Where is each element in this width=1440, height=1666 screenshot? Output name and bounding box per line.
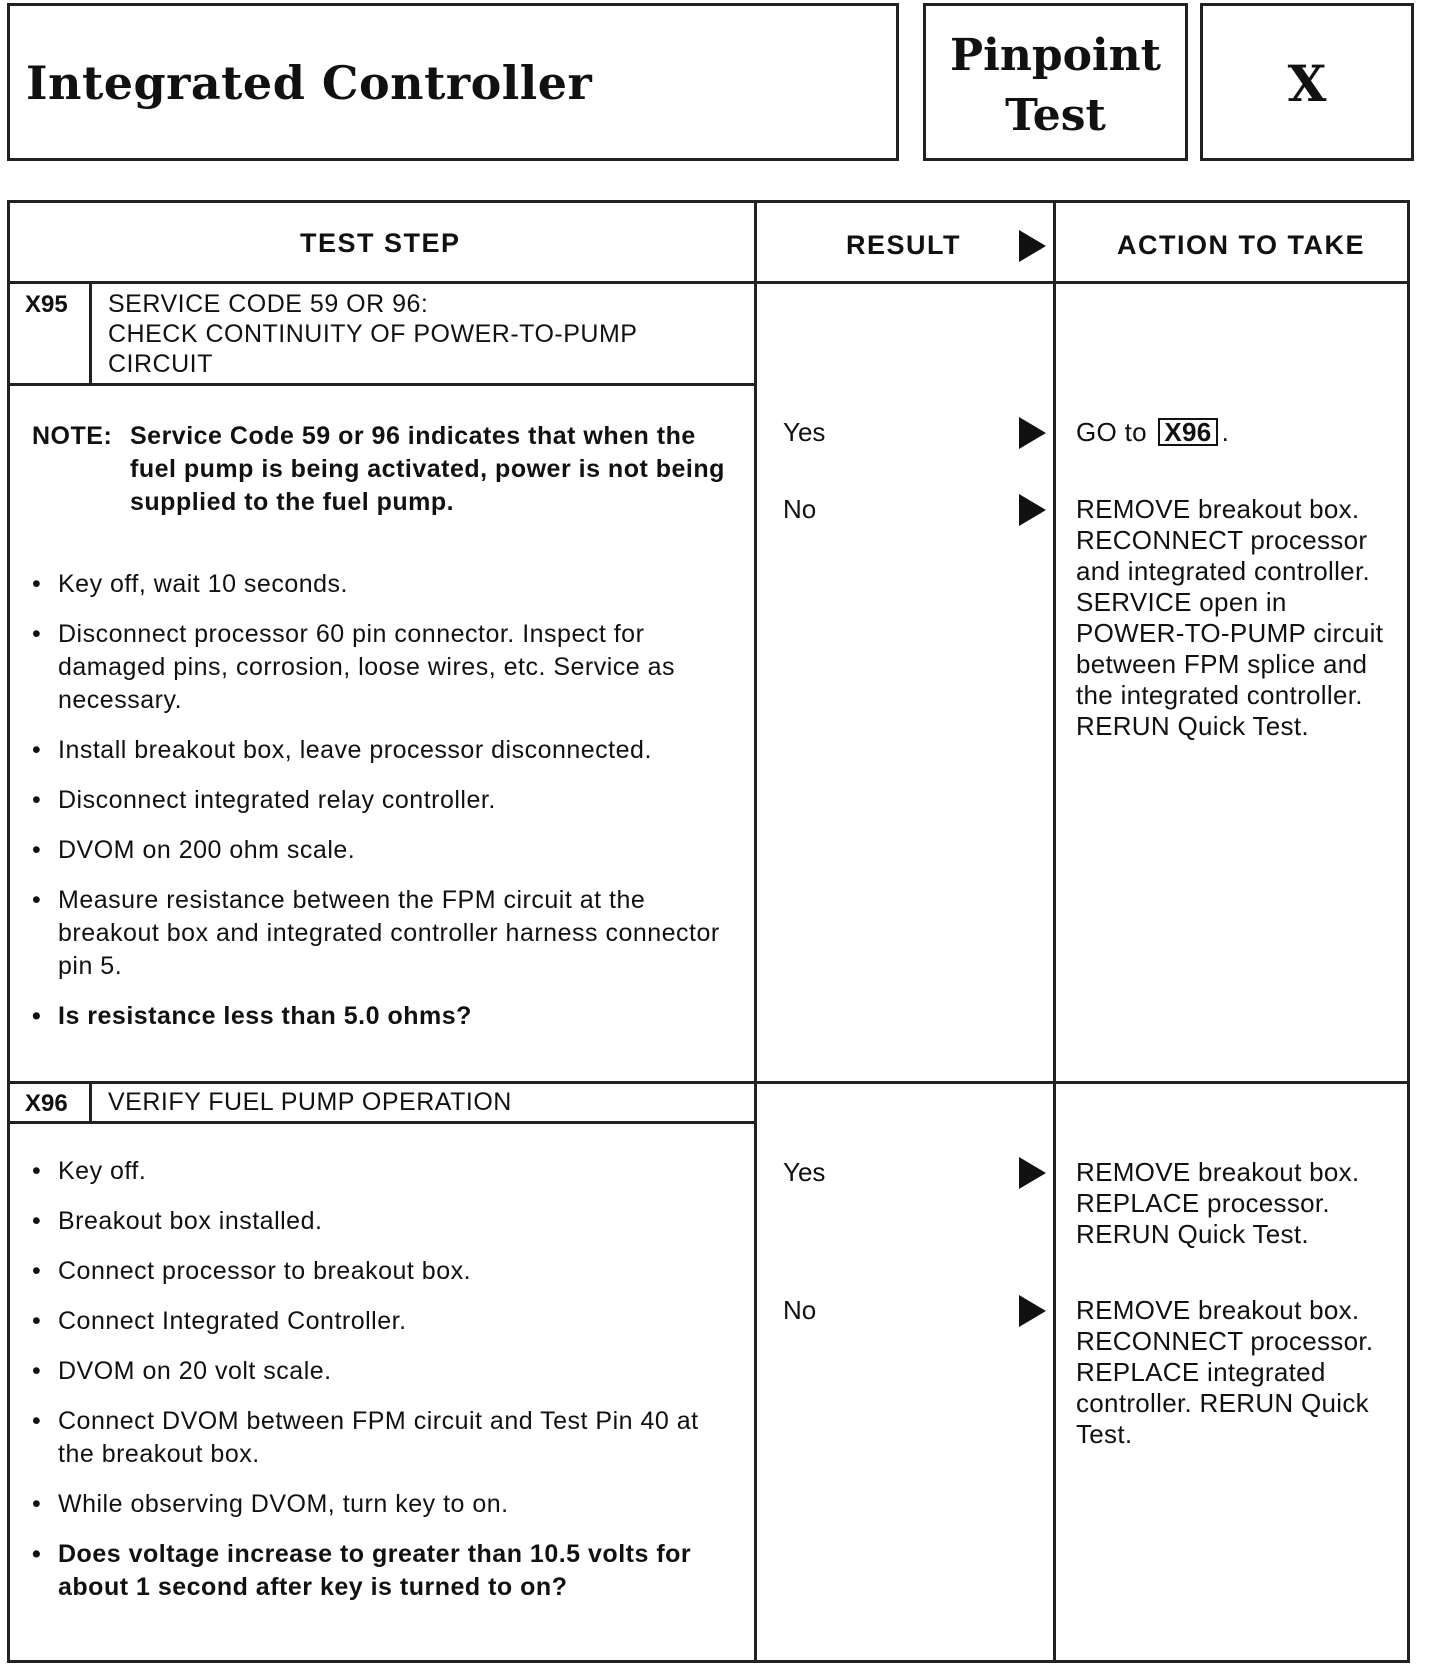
step-title-line: SERVICE CODE 59 OR 96: [108,290,429,318]
question-item [32,1000,732,1033]
question-item [32,1538,732,1604]
step-title-line: VERIFY FUEL PUMP OPERATION [108,1088,512,1116]
list-item-text: DVOM on 200 ohm scale. [58,836,356,864]
pinpoint-test-label [926,26,1185,146]
bullet-icon: • [32,570,42,598]
list-item-text: Disconnect processor 60 pin connector. Inspect for damaged pins, corrosion, loose wires, etc. Service as necessary. [58,620,676,714]
action-text: . [1221,417,1230,447]
result-yes: Yes [783,1157,826,1187]
list-item [32,884,732,983]
list-item-text: Breakout box installed. [58,1207,323,1235]
bullet-icon: • [32,786,42,814]
list-item [32,1205,732,1238]
list-item-text: Connect Integrated Controller. [58,1307,407,1335]
column-header-test-step: TEST STEP [300,228,461,258]
list-item [32,1255,732,1288]
column-divider [1053,200,1056,1663]
bullet-icon: • [32,1407,42,1435]
list-item-text: Install breakout box, leave processor disconnected. [58,736,652,764]
column-header-result: RESULT [846,230,961,260]
list-item [32,1305,732,1338]
list-item [32,784,732,817]
pinpoint-test-box [923,3,1188,161]
arrow-icon [1019,230,1046,262]
note-text: Service Code 59 or 96 indicates that when the fuel pump is being activated, power is not being supplied to the fuel pump. [130,422,725,516]
action-text: REMOVE breakout box. REPLACE processor. RERUN Quick Test. [1076,1157,1360,1249]
step-id: X95 [25,291,68,318]
list-item-text: Connect DVOM between FPM circuit and Test Pin 40 at the breakout box. [58,1407,699,1468]
result-no: No [783,494,817,524]
result-no: No [783,1295,817,1325]
bullet-icon: • [32,1357,42,1385]
step-title-divider [7,1121,754,1124]
arrow-icon [1019,1295,1046,1327]
list-item-text: Disconnect integrated relay controller. [58,786,496,814]
list-item [32,1405,732,1471]
column-divider [754,200,757,1663]
arrow-icon [1019,417,1046,449]
result-yes: Yes [783,417,826,447]
bullet-icon: • [32,1002,42,1030]
arrow-icon [1019,494,1046,526]
step-id-divider [89,281,92,385]
arrow-icon [1019,1157,1046,1189]
step-reference-link[interactable]: X96 [1158,418,1217,446]
list-item [32,568,732,601]
action-text: REMOVE breakout box. RECONNECT processor and integrated controller. SERVICE open in POWER-TO-PUMP circuit between FPM splice and the integrated controller. RERUN Quick Test. [1076,494,1384,741]
step-title [108,1087,512,1117]
list-item-text: DVOM on 20 volt scale. [58,1357,332,1385]
list-item [32,834,732,867]
column-header-action: ACTION TO TAKE [1117,230,1365,260]
section-letter: X [1287,54,1327,113]
question-text: Is resistance less than 5.0 ohms? [58,1002,472,1030]
bullet-icon: • [32,1540,42,1568]
list-item-text: Key off, wait 10 seconds. [58,570,348,598]
list-item-text: Measure resistance between the FPM circuit at the breakout box and integrated controller harness connector pin 5. [58,886,720,980]
step-id: X96 [25,1090,68,1117]
section-letter-box [1200,3,1414,161]
note [32,420,732,519]
note-label: NOTE: [32,422,113,450]
bullet-icon: • [32,620,42,648]
bullet-icon: • [32,1157,42,1185]
step-id-divider [89,1081,92,1123]
bullet-icon: • [32,1207,42,1235]
bullet-icon: • [32,1307,42,1335]
list-item [32,1488,732,1521]
step-divider [7,1081,1410,1084]
action-text: REMOVE breakout box. RECONNECT processor. REPLACE integrated controller. RERUN Quick Test. [1076,1295,1374,1449]
page-title: Integrated Controller [26,56,593,110]
step-title-line: CHECK CONTINUITY OF POWER-TO-PUMP [108,320,638,348]
step-title-divider [7,383,754,386]
list-item [32,618,732,717]
bullet-icon: • [32,1490,42,1518]
list-item [32,734,732,767]
question-text: Does voltage increase to greater than 10.5 volts for about 1 second after key is turned to on? [58,1540,692,1601]
list-item-text: Connect processor to breakout box. [58,1257,472,1285]
pinpoint-line-1: Pinpoint [950,30,1161,81]
step-title-line: CIRCUIT [108,350,213,378]
list-item [32,1155,732,1188]
bullet-icon: • [32,836,42,864]
list-item-text: While observing DVOM, turn key to on. [58,1490,509,1518]
step-title [108,289,637,379]
action-goto [1076,417,1406,448]
header-row-divider [7,281,1410,284]
bullet-icon: • [32,886,42,914]
bullet-icon: • [32,736,42,764]
list-item-text: Key off. [58,1157,147,1185]
pinpoint-line-2: Test [1005,90,1106,141]
list-item [32,1355,732,1388]
title-box [7,3,899,161]
bullet-icon: • [32,1257,42,1285]
action-text: GO to [1076,417,1147,447]
